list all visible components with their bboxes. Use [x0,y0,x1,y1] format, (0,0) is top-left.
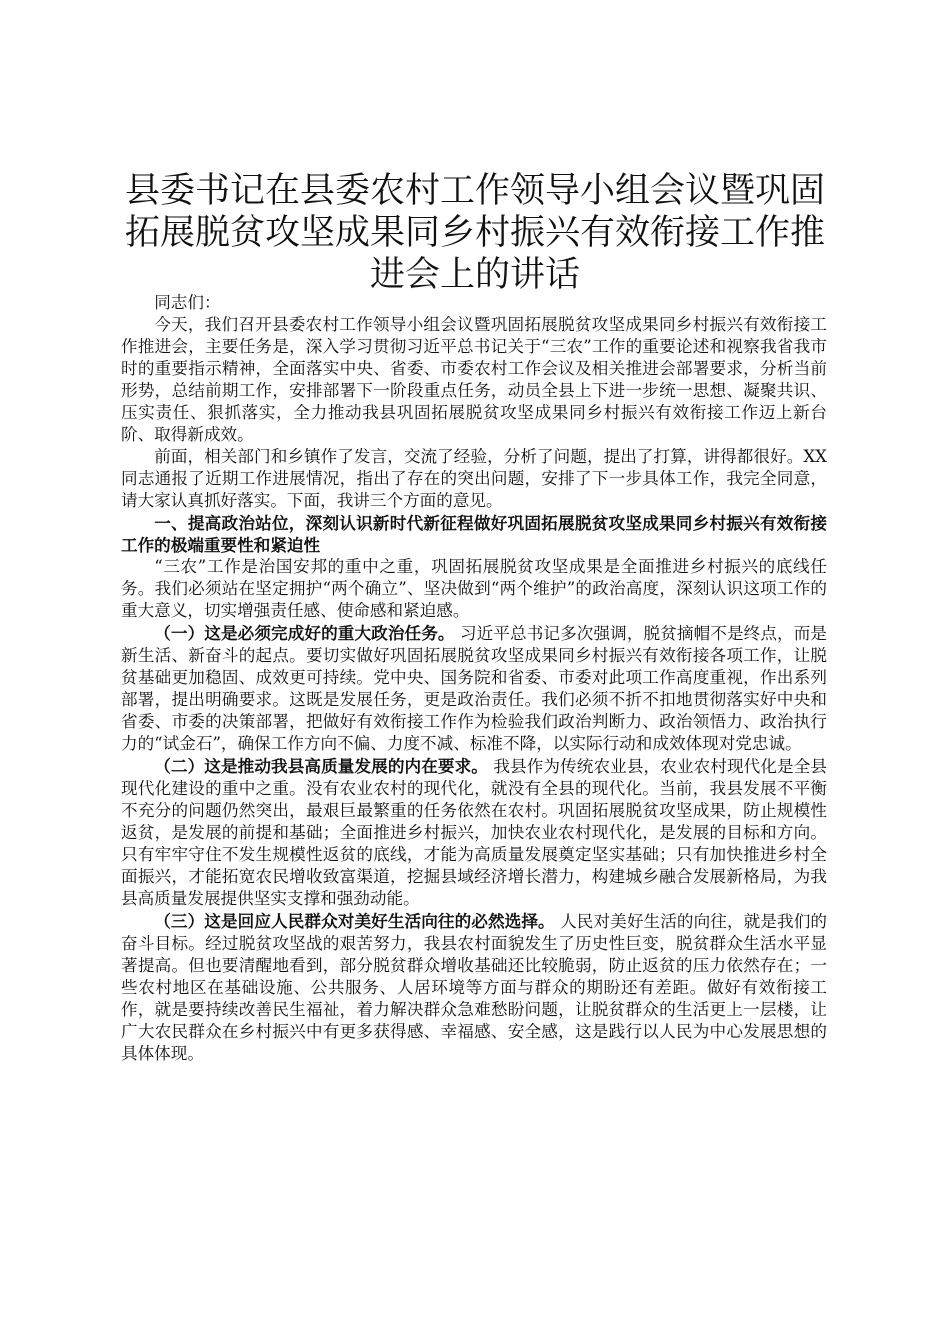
point-2-lead: （二）这是推动我县高质量发展的内在要求。 [154,756,488,776]
point-2-text: 我县作为传统农业县，农业农村现代化是全县现代化建设的重中之重。没有农业农村的现代化，就没有全县的现代化。当前，我县发展不平衡不充分的问题仍然突出，最艰巨最繁重的任务依然在农村。巩固拓展脱贫攻坚成果，防止规模性返贫，是发展的前提和基础；全面推进乡村振兴，加快农业农村现代化，是发展的目标和方向。只有牢牢守住不发生规模性返贫的底线，才能为高质量发展奠定坚实基础；只有加快推进乡村全面振兴，才能拓宽农民增收致富渠道，挖掘县域经济增长潜力，构建城乡融合发展新格局，为我县高质量发展提供坚实支撑和强劲动能。 [121,757,827,908]
section-heading-1: 一、提高政治站位，深刻认识新时代新征程做好巩固拓展脱贫攻坚成果同乡村振兴有效衔接工作的极端重要性和紧迫性 [121,513,827,555]
point-2-paragraph [121,755,827,910]
document-title: 县委书记在县委农村工作领导小组会议暨巩固拓展脱贫攻坚成果同乡村振兴有效衔接工作推进会上的讲话 [124,171,825,295]
salutation: 同志们： [154,293,221,312]
review-paragraph: 前面，相关部门和乡镇作了发言，交流了经验，分析了问题，提出了打算，讲得都很好。XX同志通报了近期工作进展情况，指出了存在的突出问题，安排了下一步具体工作，我完全同意，请大家认真抓好落实。下面，我讲三个方面的意见。 [121,447,827,510]
point-1-lead: （一）这是必须完成好的重大政治任务。 [154,623,455,643]
point-1-paragraph [121,622,827,755]
point-3-paragraph [121,910,827,1065]
intro-paragraph: 今天，我们召开县委农村工作领导小组会议暨巩固拓展脱贫攻坚成果同乡村振兴有效衔接工作推进会，主要任务是，深入学习贯彻习近平总书记关于“三农”工作的重要论述和视察我省我市时的重要指示精神，全面落实中央、省委、市委农村工作会议及相关推进会部署要求，分析当前形势，总结前期工作，安排部署下一阶段重点任务，动员全县上下进一步统一思想、凝聚共识、压实责任、狠抓落实，全力推动我县巩固拓展脱贫攻坚成果同乡村振兴有效衔接工作迈上新台阶、取得新成效。 [121,315,827,444]
point-1-text: 习近平总书记多次强调，脱贫摘帽不是终点，而是新生活、新奋斗的起点。要切实做好巩固拓展脱贫攻坚成果同乡村振兴有效衔接各项工作，让脱贫基础更加稳固、成效更可持续。党中央、国务院和省委、市委对此项工作高度重视，作出系列部署，提出明确要求。这既是发展任务，更是政治责任。我们必须不折不扣地贯彻落实好中央和省委、市委的决策部署，把做好有效衔接工作作为检验我们政治判断力、政治领悟力、政治执行力的“试金石”，确保工作方向不偏、力度不减、标准不降，以实际行动和成效体现对党忠诚。 [121,624,827,753]
point-3-lead: （三）这是回应人民群众对美好生活向往的必然选择。 [154,911,555,931]
document-body [121,292,827,1065]
section-1-intro: “三农”工作是治国安邦的重中之重，巩固拓展脱贫攻坚成果是全面推进乡村振兴的底线任务。我们必须站在坚定拥护“两个确立”、坚决做到“两个维护”的政治高度，深刻认识这项工作的重大意义，切实增强责任感、使命感和紧迫感。 [121,557,827,620]
point-3-text: 人民对美好生活的向往，就是我们的奋斗目标。经过脱贫攻坚战的艰苦努力，我县农村面貌发生了历史性巨变，脱贫群众生活水平显著提高。但也要清醒地看到，部分脱贫群众增收基础还比较脆弱，防止返贫的压力依然存在；一些农村地区在基础设施、公共服务、人居环境等方面与群众的期盼还有差距。做好有效衔接工作，就是要持续改善民生福祉，着力解决群众急难愁盼问题，让脱贫群众的生活更上一层楼，让广大农民群众在乡村振兴中有更多获得感、幸福感、安全感，这是践行以人民为中心发展思想的具体体现。 [121,912,828,1063]
